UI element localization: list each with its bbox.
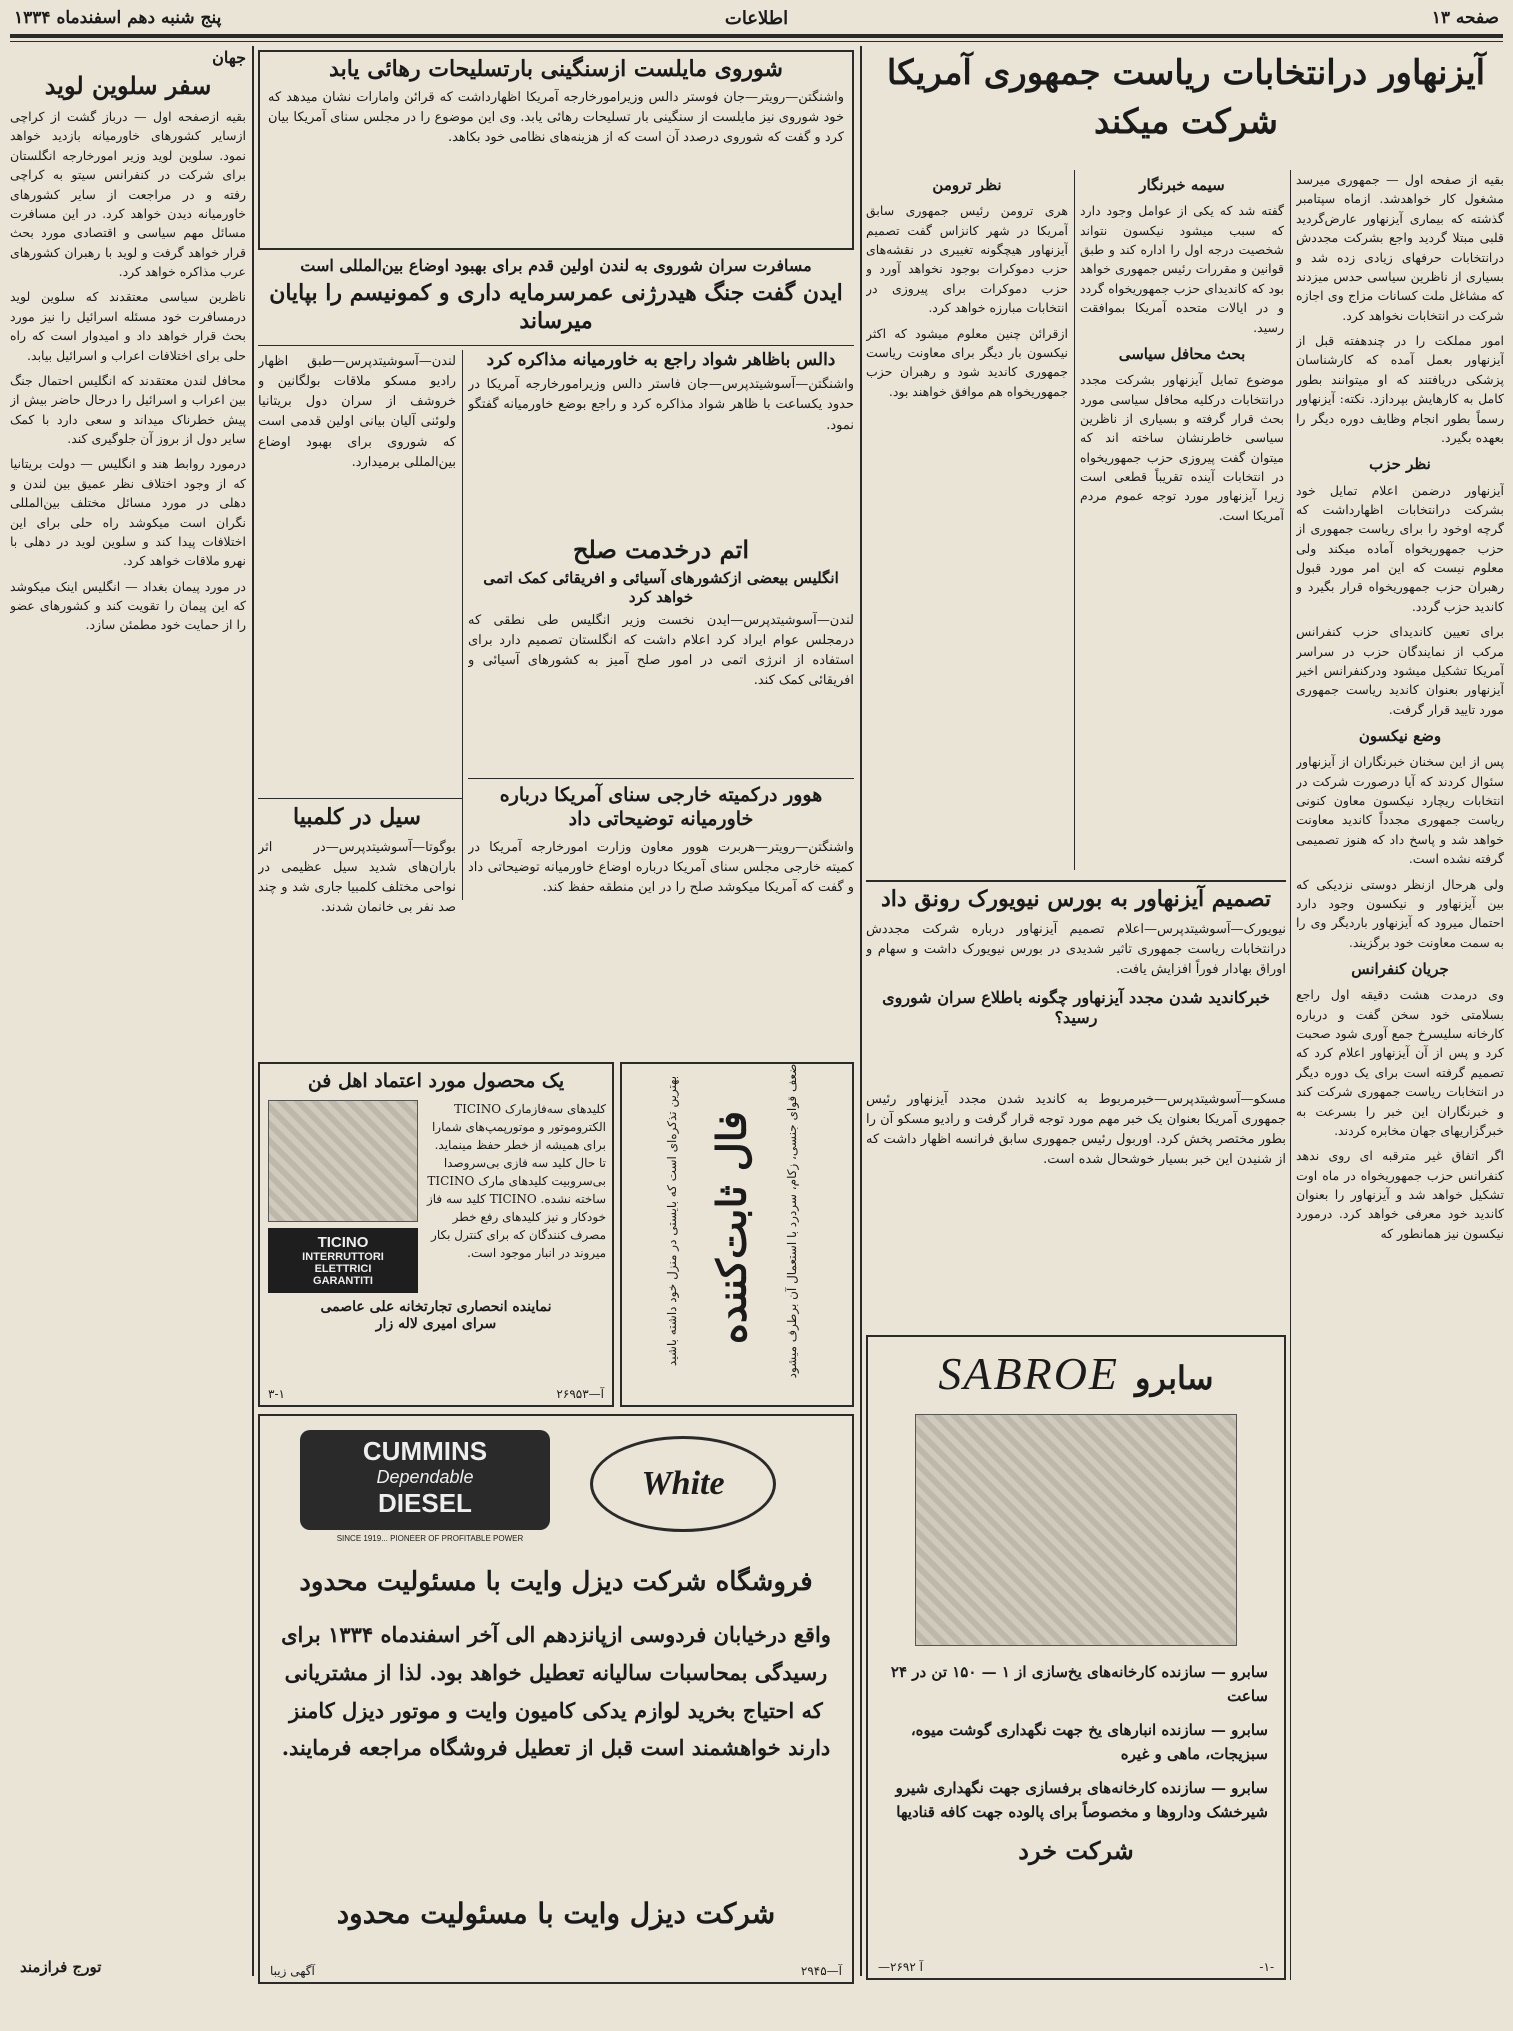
subhead-truman: نظر ترومن <box>932 176 1002 194</box>
lloyd-body-5: در مورد پیمان بغداد — انگلیس اینک میکوشد که این پیمان را تقویت کند و کشورهای عضو را از حمایت خود مطمئن سازد. <box>10 578 246 633</box>
ticino-ref-left: ۳-۱ <box>268 1387 285 1401</box>
eden-headline-2: ایدن گفت جنگ هیدرژنی عمرسرمایه داری و کمونیسم را بپایان میرساند <box>269 280 843 334</box>
sabroe-ref-left: آ ۲۶۹۲— <box>878 1960 923 1974</box>
lloyd-body-3: محافل لندن معتقدند که انگلیس احتمال جنگ بین اعراب و اسرائیل را درحال حاضر بیش از پیش خطرناک میداند و سعی دارد با کمک سایر دول از بروز آن جلوگیری کند. <box>10 372 246 446</box>
main-body-5: پس از این سخنان خبرنگاران از آیزنهاور سئوال کردند که آیا درصورت شرکت در انتخابات ریچارد نیکسون معاون کنونی ریاست جمهوری مجدداً کاندید معاونت خواهد شد و پاسخ داد که هنوز تصمیمی گرفته نشده است. <box>1296 754 1504 867</box>
main-body-1: بقیه از صفحه اول — جمهوری میرسد مشغول کار خواهدشد. ازماه سپتامبر گذشته که بیماری آیزنهاور عارض‌گردید قلبی مبتلا گردید واجع بشرکت مجددش درانتخابات حرفهای زیادی زده شد و بسیاری از ناظرین سیاسی حدس میزدند که مشاغل ملت کسانات مزاج وی اجازه شرکت در انتخابات نخواهد کرد. <box>1296 172 1504 323</box>
main-story-col2 <box>1080 170 1284 870</box>
main-body-8: اگر اتفاق غیر مترقبه ای روی ندهد کنفرانس حزب جمهوریخواه در ماه اوت تشکیل خواهد شد و آیزنهاور را بعنوان کاندید خود معرفی خواهد کرد. درمورد نیکسون نیز همانطور که <box>1296 1148 1504 1241</box>
divider-right <box>860 46 862 1976</box>
ticino-brand: TICINO <box>317 1233 369 1251</box>
cummins-ref: آ—۲۹۴۵ <box>800 1964 842 1978</box>
main-headline-1: آیزنهاور درانتخابات ریاست جمهوری آمریکا <box>886 53 1486 93</box>
sabroe-machine-image <box>915 1414 1237 1646</box>
eden-headline-1: مسافرت سران شوروی به لندن اولین قدم برای بهبود اوضاع بین‌المللی است <box>300 256 812 275</box>
lloyd-body-1: بقیه ازصفحه اول — درباز گشت از کراچی ازسایر کشورهای خاورمیانه بازدید خواهد نمود. سلوین لوید وزیر امورخارجه انگلستان برای شرکت در کنفرانس سیتو به کراچی رفته و در مراجعت از سایر کشورهای خاورمیانه دیدن خواهد کرد. در این مسافرت مسائل مهم سیاسی و اقتصادی مورد بحث قرار خواهد گرفت و لوید با رهبران کشورهای عرب مذاکره خواهد کرد. <box>10 109 246 279</box>
dulles-body: واشنگتن—آسوشیتدپرس—جان فاستر دالس وزیرامورخارجه آمریکا در حدود یکساعت با ظاهر شواد مذاکره کرد و راجع بوضع خاورمیانه گفتگو نمود. <box>468 377 854 433</box>
page-number: صفحه ۱۳ <box>1431 8 1499 28</box>
sabroe-ref-right: -۱- <box>1259 1960 1274 1974</box>
mid-body-1: گفته شد که یکی از عوامل وجود دارد که سبب میشود نیکسون نتواند شخصیت درجه اول را اداره کند و طبق قوانین و مقررات رئیس جمهوری خواهد بود که کاندیدای حزب جمهوریخواه گردد و در ایالات متحده آمریکا بموافقت رسید. <box>1080 203 1284 335</box>
calligraphy-line-2: ضعف قوای جنسی، زکام، سردرد با استعمال آن برطرف میشود <box>785 1063 799 1379</box>
sabroe-en: SABROE <box>938 1348 1120 1399</box>
nyse-story <box>866 886 1286 1066</box>
subhead-conference: جریان کنفرانس <box>1351 960 1449 978</box>
cummins-slogan: SINCE 1919... PIONEER OF PROFITABLE POWER <box>336 1534 524 1543</box>
ticino-ref: آ—۲۶۹۵۳ <box>556 1387 604 1401</box>
calligraphy-line-1: بهترین تذکره‌ای است که بایستی در منزل خود داشته باشید <box>665 1075 679 1367</box>
dulles-story <box>468 350 854 530</box>
sabroe-company: شرکت خرد <box>1018 1836 1134 1865</box>
subhead-nixon: وضع نیکسون <box>1358 727 1442 745</box>
colombia-body: بوگوتا—آسوشیتدپرس—در اثر باران‌های شدید سیل عظیمی در نواحی مختلف کلمبیا جاری شد و چند صد نفر بی خانمان شدند. <box>258 839 456 915</box>
soviet-arms-story <box>258 50 854 250</box>
sabroe-line-3: سابرو — سازنده کارخانه‌های برفسازی جهت نگهداری شیرو شیرخشک وداروها و مخصوصاً برای پالوده جهت کافه قنادیها <box>895 1779 1268 1821</box>
soviet-arms-body: واشنگتن—رویتر—جان فوستر دالس وزیرامورخارجه آمریکا اظهارداشت که قرائن وامارات نشان میدهد که خود شوروی نیز مایلست از سنگینی بار تسلیحات رهائی یابد. وی این موضوع را در مجلس سنای آمریکا بیان کرد و گفت که شوروی درصدد آن است که از هزینه‌های نظامی خود بکاهد. <box>268 89 844 145</box>
header-rule <box>10 34 1503 38</box>
atom-body: لندن—آسوشیتدپرس—ایدن نخست وزیر انگلیس طی نطقی که درمجلس عوام ایراد کرد اعلام داشت که انگلستان تصمیم دارد برای استفاده از انرژی اتمی در امور صلح آمیز به کشورهای آسیائی و افریقائی کمک کند. <box>468 612 854 688</box>
sabroe-line-1: سابرو — سازنده کارخانه‌های یخ‌سازی از ۱ — ۱۵۰ تن در ۲۴ ساعت <box>890 1663 1268 1705</box>
ticino-switch-image <box>268 1100 418 1222</box>
hoover-headline: هوور درکمیته خارجی سنای آمریکا درباره خاورمیانه توضیحاتی داد <box>499 784 823 830</box>
colombia-story <box>258 804 456 1054</box>
eden-story-heads <box>258 256 854 336</box>
cummins-company: شرکت دیزل وایت با مسئولیت محدود <box>336 1897 776 1930</box>
cummins-ad <box>258 1414 854 1984</box>
subhead-political-circles: بحث محافل سیاسی <box>1118 344 1246 363</box>
nyse-headline: تصمیم آیزنهاور به بورس نیویورک رونق داد <box>881 886 1271 912</box>
ticino-address: سرای امیری لاله زار <box>375 1316 497 1333</box>
hoover-body: واشنگتن—رویتر—هربرت هوور معاون وزارت امورخارجه آمریکا در کمیته خارجی مجلس سنای آمریکا درباره اوضاع خاورمیانه توضیحاتی داد و گفت که آمریکا میکوشد صلح را در این منطقه حفظ کند. <box>468 839 854 895</box>
nyse-body: نیویورک—آسوشیتدپرس—اعلام تصمیم آیزنهاور درباره شرکت مجددش درانتخابات ریاست جمهوری تاثیر شدیدی در بورس نیویورک داشت و سهام و اوراق بهادار فوراً افزایش یافت. <box>866 921 1286 977</box>
main-body-7: وی درمدت هشت دقیقه اول راجع بسلامتی خود سخن گفت و درباره کارخانه سلیسرخ جمع آوری شود صحبت کرد و پس از آن آیزنهاور اعلام کرد که تصمیم گرفته است برای یک دوره دیگر در انتخابات ریاست جمهوری شرکت کند و خبرنگاران این خبر را بسرعت به خبرگزاریهای جهان مخابره کردند. <box>1296 987 1504 1138</box>
main-body-2: امور مملکت را در چندهفته قبل از آیزنهاور بعمل آمده که کارشناسان پزشکی دریافتند که او میتوانند بطور کامل به کارهایش بپردازد. نکته: آیزنهاور رسماً بطور انجام وظایف دوره دیگر را بعهده بگیرد. <box>1296 333 1504 445</box>
dulles-headline: دالس باظاهر شواد راجع به خاورمیانه مذاکره کرد <box>486 350 836 370</box>
sabroe-line-2: سابرو — سازنده انبارهای یخ جهت نگهداری گوشت میوه، سبزیجات، ماهی و غیره <box>910 1721 1268 1763</box>
newspaper-name: اطلاعات <box>724 8 789 29</box>
white-logo-text: White <box>641 1465 725 1502</box>
issue-date: پنج شنبه دهم اسفندماه ۱۳۳۴ <box>14 8 222 28</box>
lloyd-headline: سفر سلوین لوید <box>44 71 212 100</box>
soviet-headline: خبرکاندید شدن مجدد آیزنهاور چگونه باطلاع سران شوروی رسید؟ <box>882 987 1270 1027</box>
atom-headline: اتم درخدمت صلح <box>573 535 749 564</box>
lloyd-body-2: ناظرین سیاسی معتقدند که سلوین لوید درمسافرت خود مسئله اسرائیل را نیز مورد بحث قرار خواهد داد و امیدوار است که راه حلی برای اختلافات اعراب و اسرائیل بیابد. <box>10 289 246 363</box>
main-body-4: برای تعیین کاندیدای حزب کنفرانس مرکب از نمایندگان حزب در سراسر آمریکا تشکیل میشود ودرکنفرانس اخیر آیزنهاور بعنوان کاندید ریاست جمهوری مورد تایید قرار گرفت. <box>1296 624 1504 717</box>
lloyd-body-4: درمورد روابط هند و انگلیس — دولت بریتانیا که از وجود اختلاف نظر عمیق بین لندن و دهلی در مورد مسائل مختلف بین‌المللی نگران است میکوشد راه حلی برای این اختلافات پیدا کند و سلوین لوید در دهلی با نهرو ملاقات خواهد کرد. <box>10 456 246 569</box>
lloyd-story <box>10 107 246 1927</box>
divider-left <box>252 46 254 1976</box>
atom-story <box>468 535 854 775</box>
cummins-body: واقع درخیابان فردوسی ازپانزدهم الی آخر اسفندماه ۱۳۳۴ برای رسیدگی بمحاسبات سالیانه تعطیل خواهد بود. لذا از مشتریانی که احتیاج بخرید لوازم یدکی کامیون وایت و موتور دیزل کامنز دارند خواهشمند است قبل از تعطیل فروشگاه مراجعه فرمایند. <box>281 1622 831 1761</box>
calligraphy-main: فال ثابت‌کننده <box>708 1110 756 1345</box>
mid-body-3: هری ترومن رئیس جمهوری سابق آمریکا در شهر کانزاس گفت تصمیم آیزنهاور هیچگونه تغییری در نقشه‌های حزب دموکرات بوجود نخواهد آورد و حزب دموکرات برای پیروزی در انتخابات مبارزه خواهد کرد. <box>866 203 1068 316</box>
soviet-arms-headline: شوروی مایلست ازسنگینی بارتسلیحات رهائی یابد <box>329 56 783 82</box>
sabroe-ad <box>866 1335 1286 1980</box>
cummins-mid: Dependable <box>376 1467 474 1487</box>
main-body-3: آیزنهاور درضمن اعلام تمایل خود بشرکت درانتخابات اظهارداشت که گرچه اوخود را برای ریاست جمهوری از حزب جمهوریخواه آماده میکند ولی معلوم نیست که این امر مورد قبول رهبران حزب جمهوریخواه قرار بگیرد و کاندید حزب گردد. <box>1296 482 1504 614</box>
cummins-bottom: DIESEL <box>378 1488 472 1518</box>
cummins-ref-left: آگهی زیبا <box>270 1964 315 1978</box>
colombia-headline: سیل در کلمبیا <box>293 804 421 830</box>
mid-body-4: ازقرائن چنین معلوم میشود که اکثر نیکسون بار دیگر برای معاونت ریاست جمهوری کاندید شود و رهبران حزب جمهوریخواه هم موافق خواهند بود. <box>866 325 1068 399</box>
hoover-story <box>468 784 854 1064</box>
eden-body: لندن—آسوشیتدپرس—طبق اظهار رادیو مسکو ملاقات بولگانین و خروشف از سران دول بریتانیا ولوئنی آلیان بیانی اولین قدمی است که شوروی برای بهبود اوضاع بین‌المللی برمیدارد. <box>258 354 456 470</box>
subhead-correspondent: سیمه خبرنگار <box>1139 176 1225 194</box>
white-logo <box>590 1436 776 1532</box>
main-story-col3 <box>866 170 1068 870</box>
ticino-brand-line3: ELETTRICI <box>314 1262 372 1275</box>
ticino-brand-line2: INTERRUTTORI <box>302 1250 384 1263</box>
world-column <box>10 48 246 1983</box>
sabroe-fa: سابرو <box>1135 1359 1214 1397</box>
main-story-col1 <box>1296 170 1504 1990</box>
atom-subheadline: انگلیس بیعضی ازکشورهای آسیائی و افریقائی کمک اتمی خواهد کرد <box>483 569 839 606</box>
cummins-top: CUMMINS <box>362 1436 488 1466</box>
ticino-title: یک محصول مورد اعتماد اهل فن <box>307 1070 565 1092</box>
ticino-body: کلیدهای سه‌فازمارک TICINO الکتروموتور و موتورپمپ‌های شمارا برای همیشه از خطر حفظ مینماید. تا حال کلید سه فازی بی‌سروصدا بی‌سروبیت کلیدهای مارک TICINO ساخته نشده. TICINO کلید سه فاز خودکار و نیز کلیدهای رفع خطر مصرف کنندگان که برای کنترل بکار میروند در انبار موجود است. <box>426 1101 606 1260</box>
soviet-body: مسکو—آسوشیتدپرس—خبرمربوط به کاندید شدن مجدد آیزنهاور رئیس جمهوری آمریکا بعنوان یک خبر مهم مورد توجه قرار گرفت و رادیو مسکو آن را بطور مختصر پخش کرد. اوربول رئیس جمهوری سابق فرانسه اظهار داشت که از شنیدن این خبر بسیار خوشحال شده است. <box>866 1092 1286 1168</box>
ticino-ad <box>258 1062 614 1407</box>
ticino-dealer: نماینده انحصاری تجارتخانه علی عاصمی <box>320 1298 552 1315</box>
subhead-party: نظر حزب <box>1369 455 1431 474</box>
section-label: جهان <box>212 48 246 67</box>
ticino-brand-line4: GARANTITI <box>313 1274 373 1287</box>
cummins-headline: فروشگاه شرکت دیزل وایت با مسئولیت محدود <box>299 1567 813 1597</box>
sabroe-logo <box>868 1347 1284 1400</box>
author-signature: تورج فرازمند <box>20 1958 102 1976</box>
main-body-6: ولی هرحال ازنظر دوستی نزدیکی که بین آیزنهاور و نیکسون وجود دارد احتمال میرود که آیزنهاور باردیگر وی را به سمت معاونت خود برگزیند. <box>1296 876 1504 950</box>
cummins-logo <box>300 1430 550 1530</box>
ticino-logo <box>268 1228 418 1293</box>
calligraphy-ad <box>620 1062 854 1407</box>
main-headline-2: شرکت میکند <box>1093 101 1278 142</box>
mid-body-2: موضوع تمایل آیزنهاور بشرکت مجدد درانتخابات درکلیه محافل سیاسی مورد بحث قرار گرفته و بسیاری از ناظرین سیاسی خاطرنشان ساخته اند که میتوان گفت پیروزی حزب جمهوریخواه در انتخابات آینده تقریباً قطعی است زیرا آیزنهاور مورد توجه عموم مردم آمریکا است. <box>1080 372 1284 523</box>
